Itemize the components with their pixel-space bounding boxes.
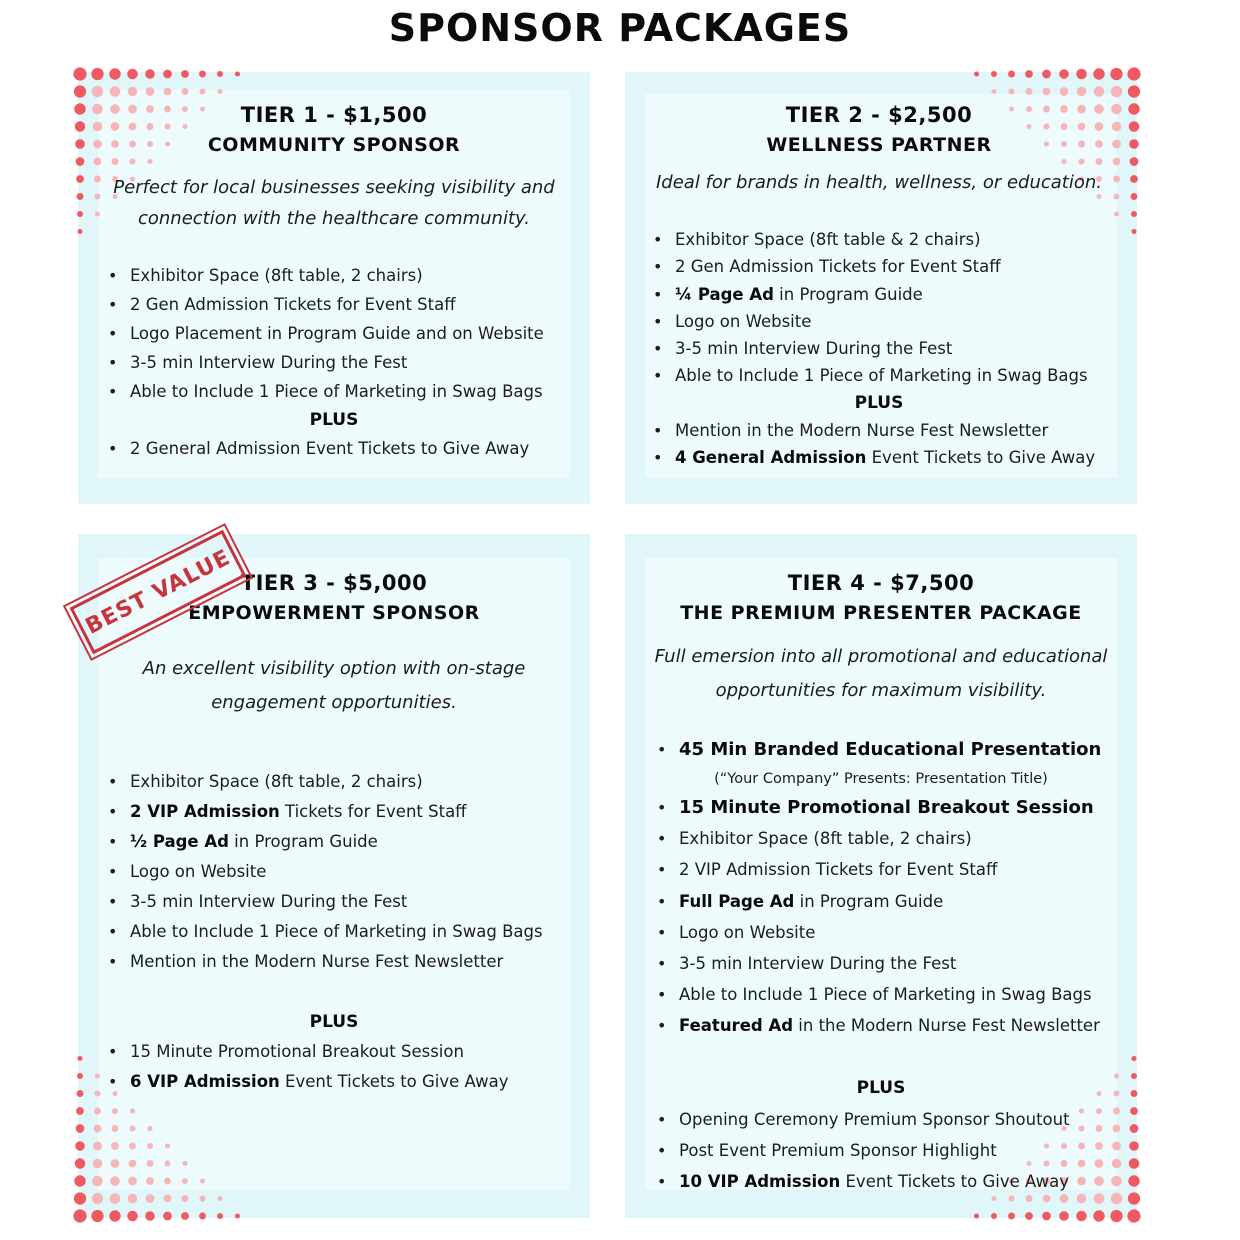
tier-1-desc-line-1: Perfect for local businesses seeking visibility and <box>113 177 555 198</box>
tier-3-content <box>78 568 590 1097</box>
decorative-dot <box>991 71 997 77</box>
decorative-dot <box>1008 71 1015 78</box>
decorative-dot <box>163 70 172 79</box>
decorative-dot <box>1128 85 1140 97</box>
decorative-dot <box>164 88 172 96</box>
decorative-dot <box>217 1196 222 1201</box>
tier-3-plus-label: PLUS <box>309 1012 359 1032</box>
decorative-dot <box>111 1142 119 1150</box>
item-text: in Program Guide <box>228 832 378 851</box>
tier-4-features <box>679 792 1137 1042</box>
decorative-dot <box>93 1142 102 1151</box>
decorative-dot <box>146 87 155 96</box>
decorative-dot <box>129 1143 136 1150</box>
decorative-dot <box>109 1210 120 1221</box>
decorative-dot <box>1111 86 1122 97</box>
bold-text: 4 General Admission <box>675 448 867 468</box>
decorative-dot <box>127 1211 138 1222</box>
tier-2-description: Ideal for brands in health, wellness, or education. <box>655 172 1103 193</box>
decorative-dot <box>200 1178 205 1183</box>
decorative-dot <box>974 1213 979 1218</box>
tier-2-plus-features <box>675 417 1133 472</box>
decorative-dot <box>182 88 189 95</box>
tier-4-key-features <box>679 734 1137 766</box>
decorative-dot <box>92 1193 103 1204</box>
bold-text: 10 VIP Admission <box>679 1171 841 1191</box>
list-item: • 2 Gen Admission Tickets for Event Staff <box>130 290 590 319</box>
list-item <box>679 1010 1137 1041</box>
decorative-dot <box>1025 1212 1033 1220</box>
decorative-dot <box>165 1161 171 1167</box>
list-item <box>675 444 1133 471</box>
tier-3-desc-line-2: engagement opportunities. <box>211 692 457 713</box>
list-item: • Logo Placement in Program Guide and on Website <box>130 319 590 348</box>
decorative-dot <box>1127 1209 1140 1222</box>
decorative-dot <box>1110 1210 1122 1222</box>
list-item: • Exhibitor Space (8ft table, 2 chairs) <box>679 823 1137 854</box>
list-item: • 2 Gen Admission Tickets for Event Staff <box>675 253 1133 280</box>
tier-3-desc-line-1: An excellent visibility option with on-stage <box>142 658 526 679</box>
decorative-dot <box>111 1159 120 1168</box>
bold-text: 6 VIP Admission <box>130 1072 280 1091</box>
bold-text: 45 Min Branded Educational Presentation <box>679 739 1102 760</box>
list-item: • 15 Minute Promotional Breakout Session <box>130 1037 590 1067</box>
decorative-dot <box>1077 87 1087 97</box>
list-item: • Able to Include 1 Piece of Marketing in Swag Bags <box>130 917 590 947</box>
decorative-dot <box>146 1177 154 1185</box>
list-item <box>130 827 590 857</box>
decorative-dot <box>165 1143 170 1148</box>
tier-2-features <box>675 226 1133 390</box>
item-text: in Program Guide <box>794 891 944 911</box>
decorative-dot <box>109 68 120 79</box>
decorative-dot <box>1093 68 1104 79</box>
tier-1-subheading: COMMUNITY SPONSOR <box>207 134 461 156</box>
decorative-dot <box>991 1213 997 1219</box>
tier-1-plus-features <box>130 434 590 463</box>
list-item: • 3-5 min Interview During the Fest <box>130 887 590 917</box>
decorative-dot <box>991 89 996 94</box>
decorative-dot <box>129 1160 137 1168</box>
decorative-dot <box>1076 1211 1087 1222</box>
list-item: • Exhibitor Space (8ft table & 2 chairs) <box>675 226 1133 253</box>
decorative-dot <box>974 71 979 76</box>
decorative-dot <box>200 89 206 95</box>
decorative-dot <box>128 1177 137 1186</box>
tier-4-plus-label: PLUS <box>856 1077 906 1098</box>
decorative-dot <box>76 1107 84 1115</box>
list-item: • 3-5 min Interview During the Fest <box>679 948 1137 979</box>
tier-1-content <box>78 100 590 463</box>
list-item <box>679 734 1137 766</box>
decorative-dot <box>199 1213 206 1220</box>
list-item: • Able to Include 1 Piece of Marketing in Swag Bags <box>675 362 1133 389</box>
list-item <box>130 1067 590 1097</box>
bold-text: ½ Page Ad <box>130 832 229 851</box>
decorative-dot <box>110 1176 120 1186</box>
decorative-dot <box>1059 1211 1069 1221</box>
decorative-dot <box>93 1159 103 1169</box>
decorative-dot <box>217 71 223 77</box>
decorative-dot <box>182 1178 188 1184</box>
decorative-dot <box>1059 69 1069 79</box>
list-item <box>679 1166 1137 1197</box>
tier-3-heading: TIER 3 - $5,000 <box>240 571 428 595</box>
decorative-dot <box>74 85 86 97</box>
tier-4-desc-line-2: opportunities for maximum visibility. <box>715 680 1047 701</box>
decorative-dot <box>112 1125 119 1132</box>
decorative-dot <box>1076 69 1087 80</box>
decorative-dot <box>74 1192 86 1204</box>
decorative-dot <box>182 1161 187 1166</box>
list-item: • 3-5 min Interview During the Fest <box>675 335 1133 362</box>
list-item: • 2 VIP Admission Tickets for Event Staff <box>679 854 1137 885</box>
list-item: • Exhibitor Space (8ft table, 2 chairs) <box>130 767 590 797</box>
tier-4-description <box>625 640 1137 708</box>
list-item <box>675 281 1133 308</box>
tier-1-description <box>78 172 590 234</box>
tier-1-plus-label: PLUS <box>309 410 359 430</box>
item-text: Tickets for Event Staff <box>279 802 467 821</box>
decorative-dot <box>182 1195 189 1202</box>
decorative-dot <box>991 1196 996 1201</box>
decorative-dot <box>1042 70 1051 79</box>
tier-4-plus-features <box>679 1104 1137 1197</box>
list-item: • Opening Ceremony Premium Sponsor Shoutout <box>679 1104 1137 1135</box>
tier-3-plus-features <box>130 1037 590 1097</box>
decorative-dot <box>128 87 138 97</box>
decorative-dot <box>94 1125 102 1133</box>
tier-4-desc-line-1: Full emersion into all promotional and educational <box>654 646 1108 667</box>
decorative-dot <box>235 1213 240 1218</box>
list-item: • Post Event Premium Sponsor Highlight <box>679 1135 1137 1166</box>
decorative-dot <box>1009 89 1015 95</box>
decorative-dot <box>147 1143 153 1149</box>
decorative-dot <box>1094 86 1105 97</box>
decorative-dot <box>145 69 155 79</box>
decorative-dot <box>1042 1212 1051 1221</box>
decorative-dot <box>112 1108 118 1114</box>
tier-1-features <box>130 261 590 406</box>
decorative-dot <box>235 71 240 76</box>
decorative-dot <box>74 1175 85 1186</box>
decorative-dot <box>110 1193 121 1204</box>
tier-4-content <box>625 568 1137 1197</box>
tier-1-heading: TIER 1 - $1,500 <box>240 103 428 127</box>
bold-text: ¼ Page Ad <box>675 284 774 304</box>
decorative-dot <box>92 86 103 97</box>
tier-2-subheading: WELLNESS PARTNER <box>766 134 992 156</box>
decorative-dot <box>75 1141 85 1151</box>
list-item <box>679 886 1137 917</box>
list-item: • Logo on Website <box>130 857 590 887</box>
decorative-dot <box>181 1212 189 1220</box>
list-item: • Mention in the Modern Nurse Fest Newsletter <box>130 947 590 977</box>
decorative-dot <box>75 1158 86 1169</box>
bold-text: Featured Ad <box>679 1016 794 1036</box>
decorative-dot <box>147 1160 154 1167</box>
item-text: in the Modern Nurse Fest Newsletter <box>793 1016 1100 1036</box>
decorative-dot <box>94 1108 101 1115</box>
item-text: Event Tickets to Give Away <box>840 1171 1070 1191</box>
decorative-dot <box>110 86 121 97</box>
decorative-dot <box>147 1126 152 1131</box>
decorative-dot <box>217 89 222 94</box>
tier-3-features <box>130 767 590 977</box>
decorative-dot <box>91 1210 103 1222</box>
list-item <box>130 797 590 827</box>
decorative-dot <box>163 1212 172 1221</box>
tier-2-plus-label: PLUS <box>854 392 904 413</box>
tier-4-heading: TIER 4 - $7,500 <box>787 571 975 595</box>
decorative-dot <box>127 69 138 80</box>
list-item: • Able to Include 1 Piece of Marketing in Swag Bags <box>679 979 1137 1010</box>
list-item: • Logo on Website <box>679 917 1137 948</box>
decorative-dot <box>1093 1210 1104 1221</box>
decorative-dot <box>1025 70 1033 78</box>
page-title: SPONSOR PACKAGES <box>388 6 852 50</box>
decorative-dot <box>73 67 86 80</box>
bold-text: 2 VIP Admission <box>130 802 280 821</box>
decorative-dot <box>217 1213 223 1219</box>
decorative-dot <box>164 1178 171 1185</box>
tier-4-subheading: THE PREMIUM PRESENTER PACKAGE <box>680 602 1082 624</box>
list-item <box>679 792 1137 823</box>
bold-text: 15 Minute Promotional Breakout Session <box>679 797 1094 818</box>
decorative-dot <box>128 1194 138 1204</box>
list-item: • 3-5 min Interview During the Fest <box>130 348 590 377</box>
tier-3-description <box>78 652 590 720</box>
list-item: • 2 General Admission Event Tickets to Give Away <box>130 434 590 463</box>
decorative-dot <box>73 1209 86 1222</box>
decorative-dot <box>145 1211 155 1221</box>
decorative-dot <box>146 1194 155 1203</box>
decorative-dot <box>130 1108 135 1113</box>
decorative-dot <box>181 70 189 78</box>
decorative-dot <box>1110 68 1122 80</box>
decorative-dot <box>130 1126 136 1132</box>
decorative-dot <box>1043 88 1051 96</box>
decorative-dot <box>92 1176 103 1187</box>
decorative-dot <box>91 68 103 80</box>
list-item: • Exhibitor Space (8ft table, 2 chairs) <box>130 261 590 290</box>
tier-2-heading: TIER 2 - $2,500 <box>785 103 973 127</box>
item-text: Event Tickets to Give Away <box>279 1072 509 1091</box>
list-item: • Able to Include 1 Piece of Marketing in Swag Bags <box>130 377 590 406</box>
tier-2-content <box>625 100 1133 471</box>
decorative-dot <box>1060 87 1069 96</box>
decorative-dot <box>1026 88 1033 95</box>
presentation-title-note: (“Your Company” Presents: Presentation Title) <box>714 771 1048 787</box>
item-text: Event Tickets to Give Away <box>866 448 1096 468</box>
tier-1-desc-line-2: connection with the healthcare community. <box>137 208 530 229</box>
bold-text: Full Page Ad <box>679 891 795 911</box>
list-item: • Logo on Website <box>675 308 1133 335</box>
decorative-dot <box>1008 1213 1015 1220</box>
list-item: • Mention in the Modern Nurse Fest Newsletter <box>675 417 1133 444</box>
decorative-dot <box>1127 67 1140 80</box>
decorative-dot <box>200 1196 206 1202</box>
decorative-dot <box>76 1124 85 1133</box>
decorative-dot <box>199 71 206 78</box>
decorative-dot <box>164 1195 172 1203</box>
item-text: in Program Guide <box>773 284 923 304</box>
best-value-stamp: BEST VALUE <box>70 530 247 654</box>
tier-3-subheading: EMPOWERMENT SPONSOR <box>188 602 480 624</box>
